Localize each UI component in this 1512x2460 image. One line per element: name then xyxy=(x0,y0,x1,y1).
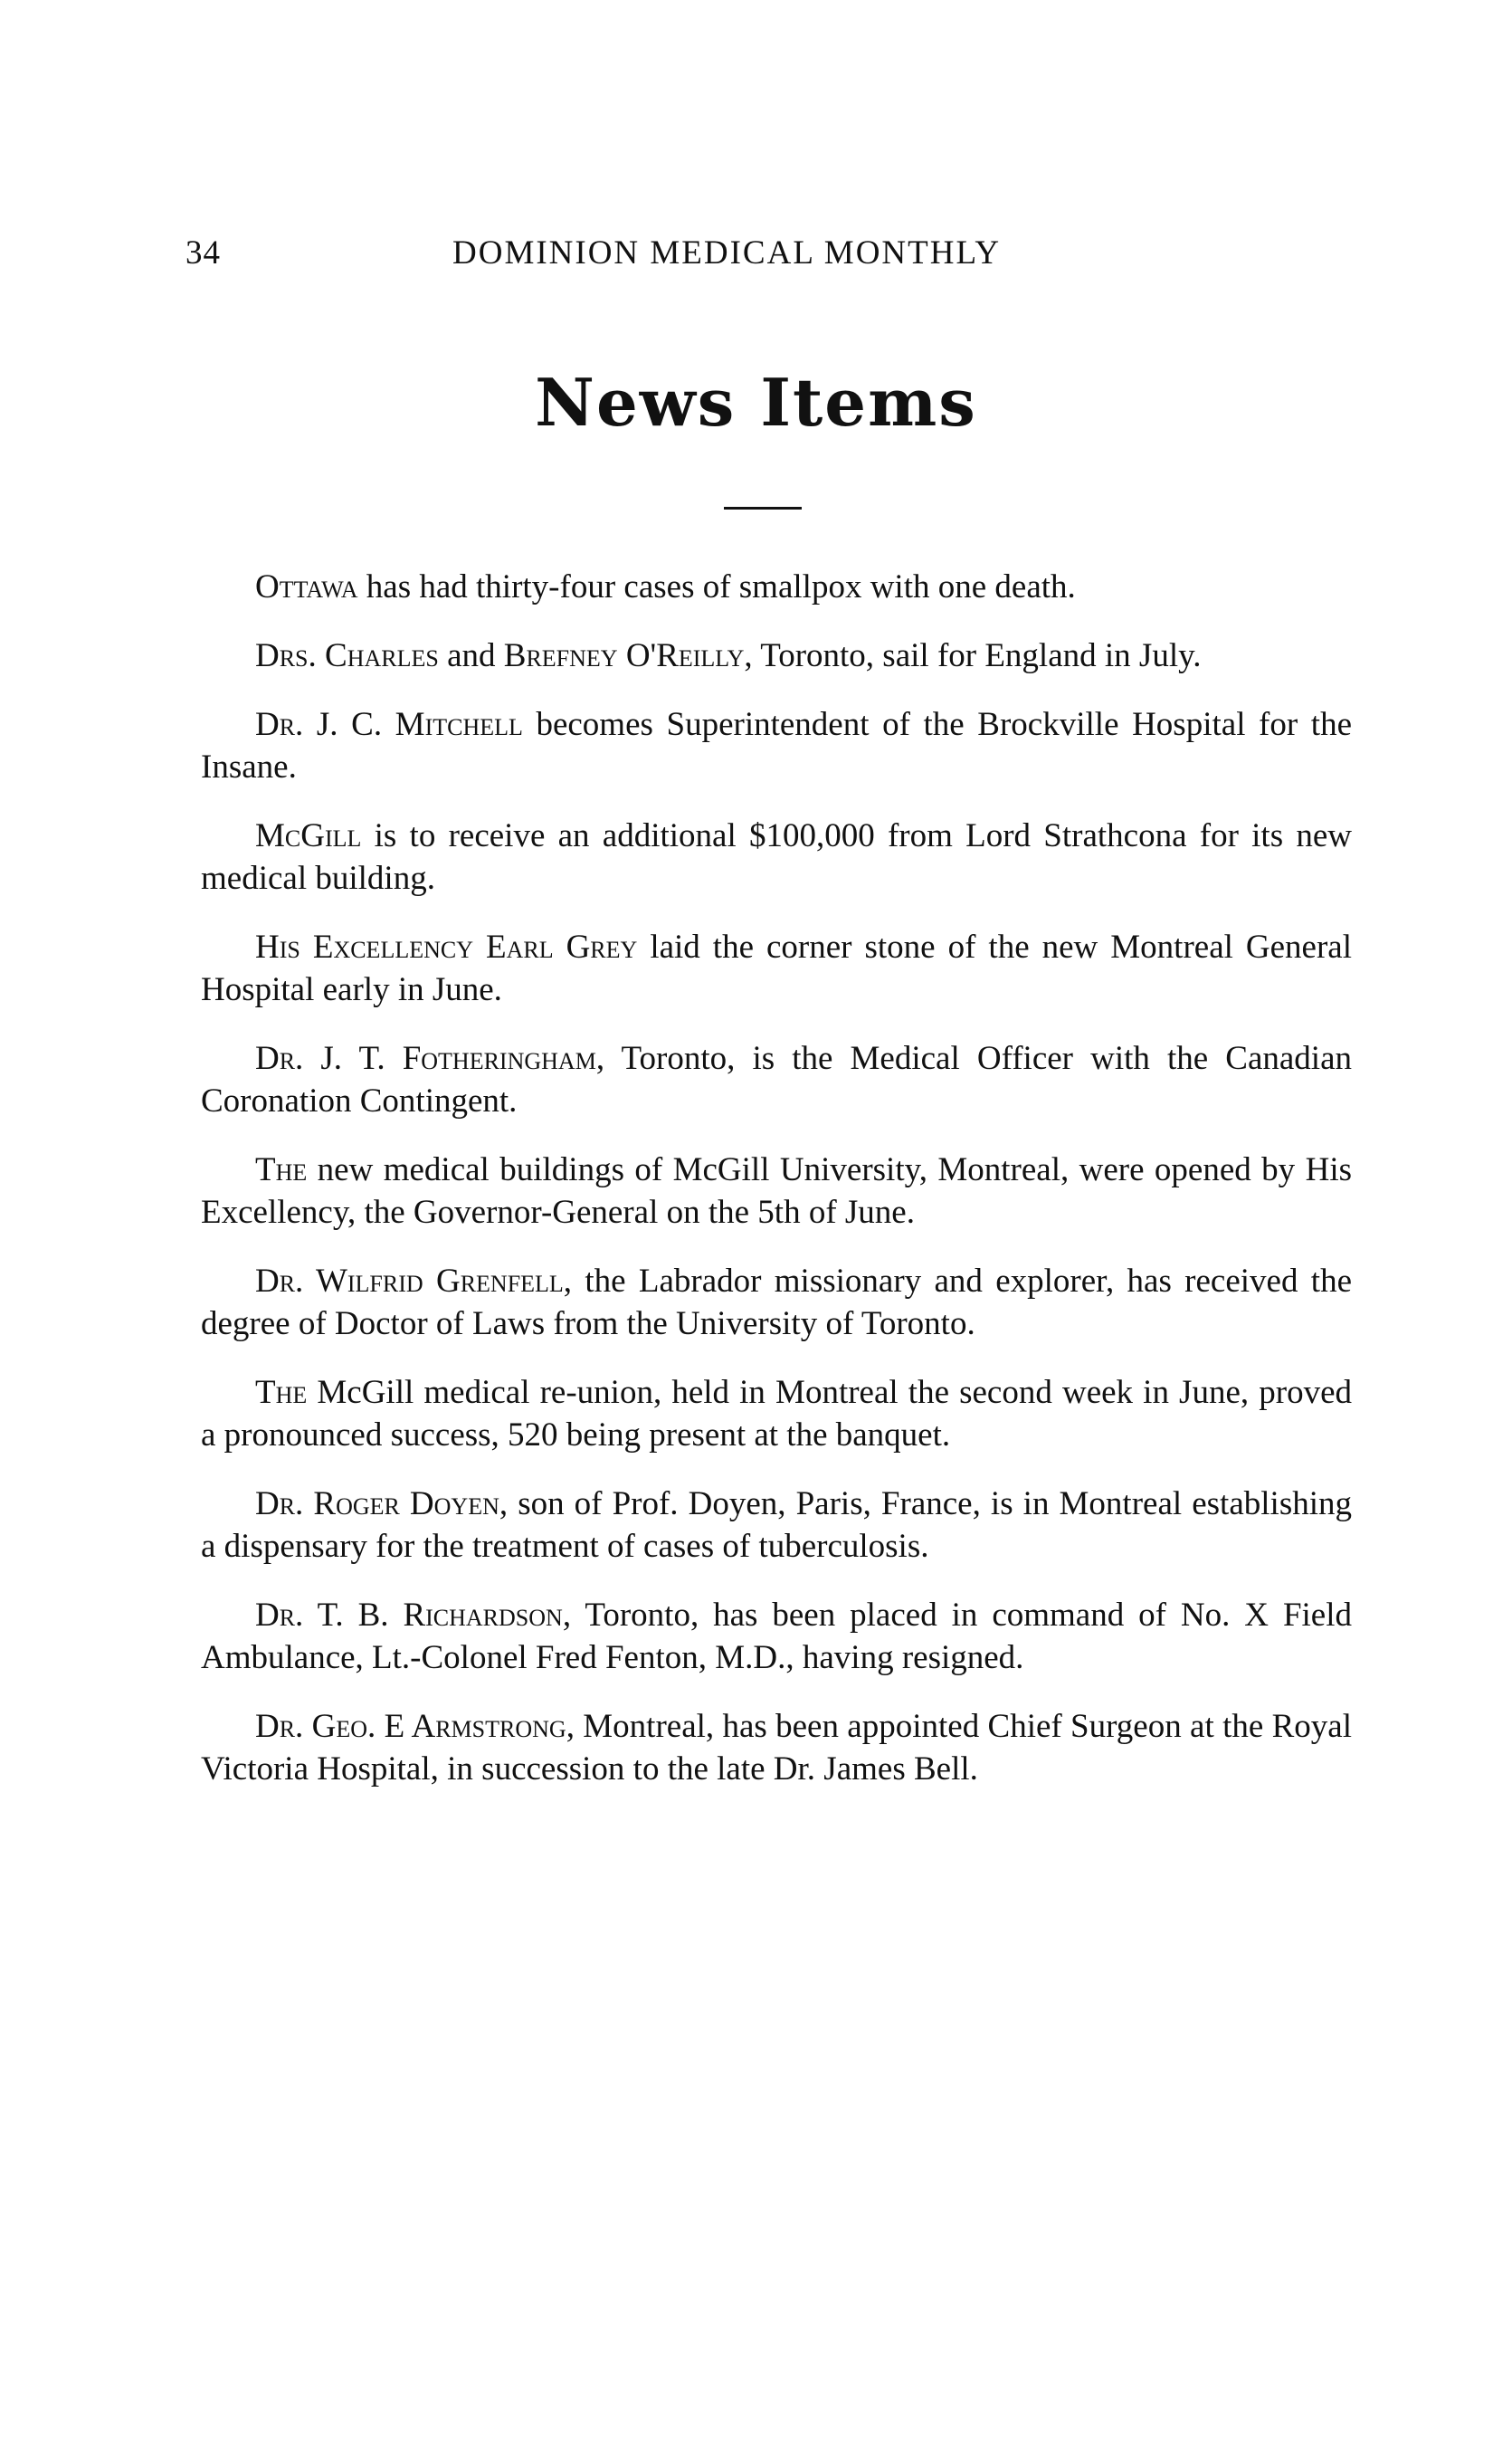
item-text: , son of Prof. Doyen, Paris, France, is in Montreal establishing a dispensary for the treatment of cases of tuberculosis. xyxy=(201,1485,1352,1565)
section-title: News Items xyxy=(535,364,977,441)
item-text: , the Labrador missionary and explorer, has received the degree of Doctor of Laws from the University of Toronto. xyxy=(201,1263,1352,1342)
item-text: is to receive an additional $100,000 from Lord Strathcona for its new medical building. xyxy=(201,817,1352,897)
news-item xyxy=(201,1594,1352,1679)
news-item xyxy=(201,634,1352,677)
item-lead: The xyxy=(255,1374,308,1411)
news-item xyxy=(201,1705,1352,1790)
item-text: , Montreal, has been appointed Chief Surgeon at the Royal Victoria Hospital, in succession to the late Dr. James Bell. xyxy=(201,1708,1352,1788)
item-lead: Drs. Charles xyxy=(255,637,439,674)
title-rule xyxy=(724,507,802,510)
journal-title: DOMINION MEDICAL MONTHLY xyxy=(452,234,1002,272)
item-lead: His Excellency Earl Grey xyxy=(255,929,638,966)
news-item xyxy=(201,1260,1352,1345)
item-text: , Toronto, is the Medical Officer with the Canadian Coronation Contingent. xyxy=(201,1040,1353,1120)
item-text: and xyxy=(438,637,504,674)
item-lead: The xyxy=(255,1151,308,1188)
item-text: becomes Superintendent of the Brockville Hospital for the Insane. xyxy=(201,706,1352,786)
item-lead: Ottawa xyxy=(255,568,358,605)
news-item xyxy=(201,926,1352,1011)
item-lead: Dr. Geo. E Armstrong xyxy=(255,1708,566,1745)
running-header xyxy=(185,234,1353,279)
news-item xyxy=(201,1037,1352,1122)
news-item xyxy=(201,815,1352,900)
news-item xyxy=(201,703,1352,788)
news-items-list xyxy=(201,566,1352,1816)
item-text: has had thirty-four cases of smallpox with one death. xyxy=(357,568,1076,605)
item-lead: Dr. T. B. Richardson xyxy=(255,1597,563,1634)
item-text: , Toronto, has been placed in command of No. X Field Ambulance, Lt.-Colonel Fred Fenton, M.D., having resigned. xyxy=(201,1597,1353,1676)
item-lead: Dr. Roger Doyen xyxy=(255,1485,499,1522)
item-text-secondary: , Toronto, sail for England in July. xyxy=(744,637,1202,674)
item-lead-secondary: Brefney O'Reilly xyxy=(503,637,745,674)
news-item xyxy=(201,1149,1352,1234)
news-item xyxy=(201,1371,1352,1456)
item-lead: Dr. J. T. Fotheringham xyxy=(255,1040,596,1077)
item-lead: McGill xyxy=(255,817,362,854)
item-lead: Dr. Wilfrid Grenfell xyxy=(255,1263,564,1300)
news-item xyxy=(201,1483,1352,1568)
item-text: McGill medical re-union, held in Montreal the second week in June, proved a pronounced success, 520 being present at the banquet. xyxy=(201,1374,1352,1454)
item-text: laid the corner stone of the new Montreal General Hospital early in June. xyxy=(201,929,1352,1008)
item-text: new medical buildings of McGill University, Montreal, were opened by His Excellency, the Governor-General on the 5th of June. xyxy=(201,1151,1352,1231)
item-lead: Dr. J. C. Mitchell xyxy=(255,706,523,743)
news-item xyxy=(201,566,1352,608)
page-number: 34 xyxy=(185,234,221,272)
